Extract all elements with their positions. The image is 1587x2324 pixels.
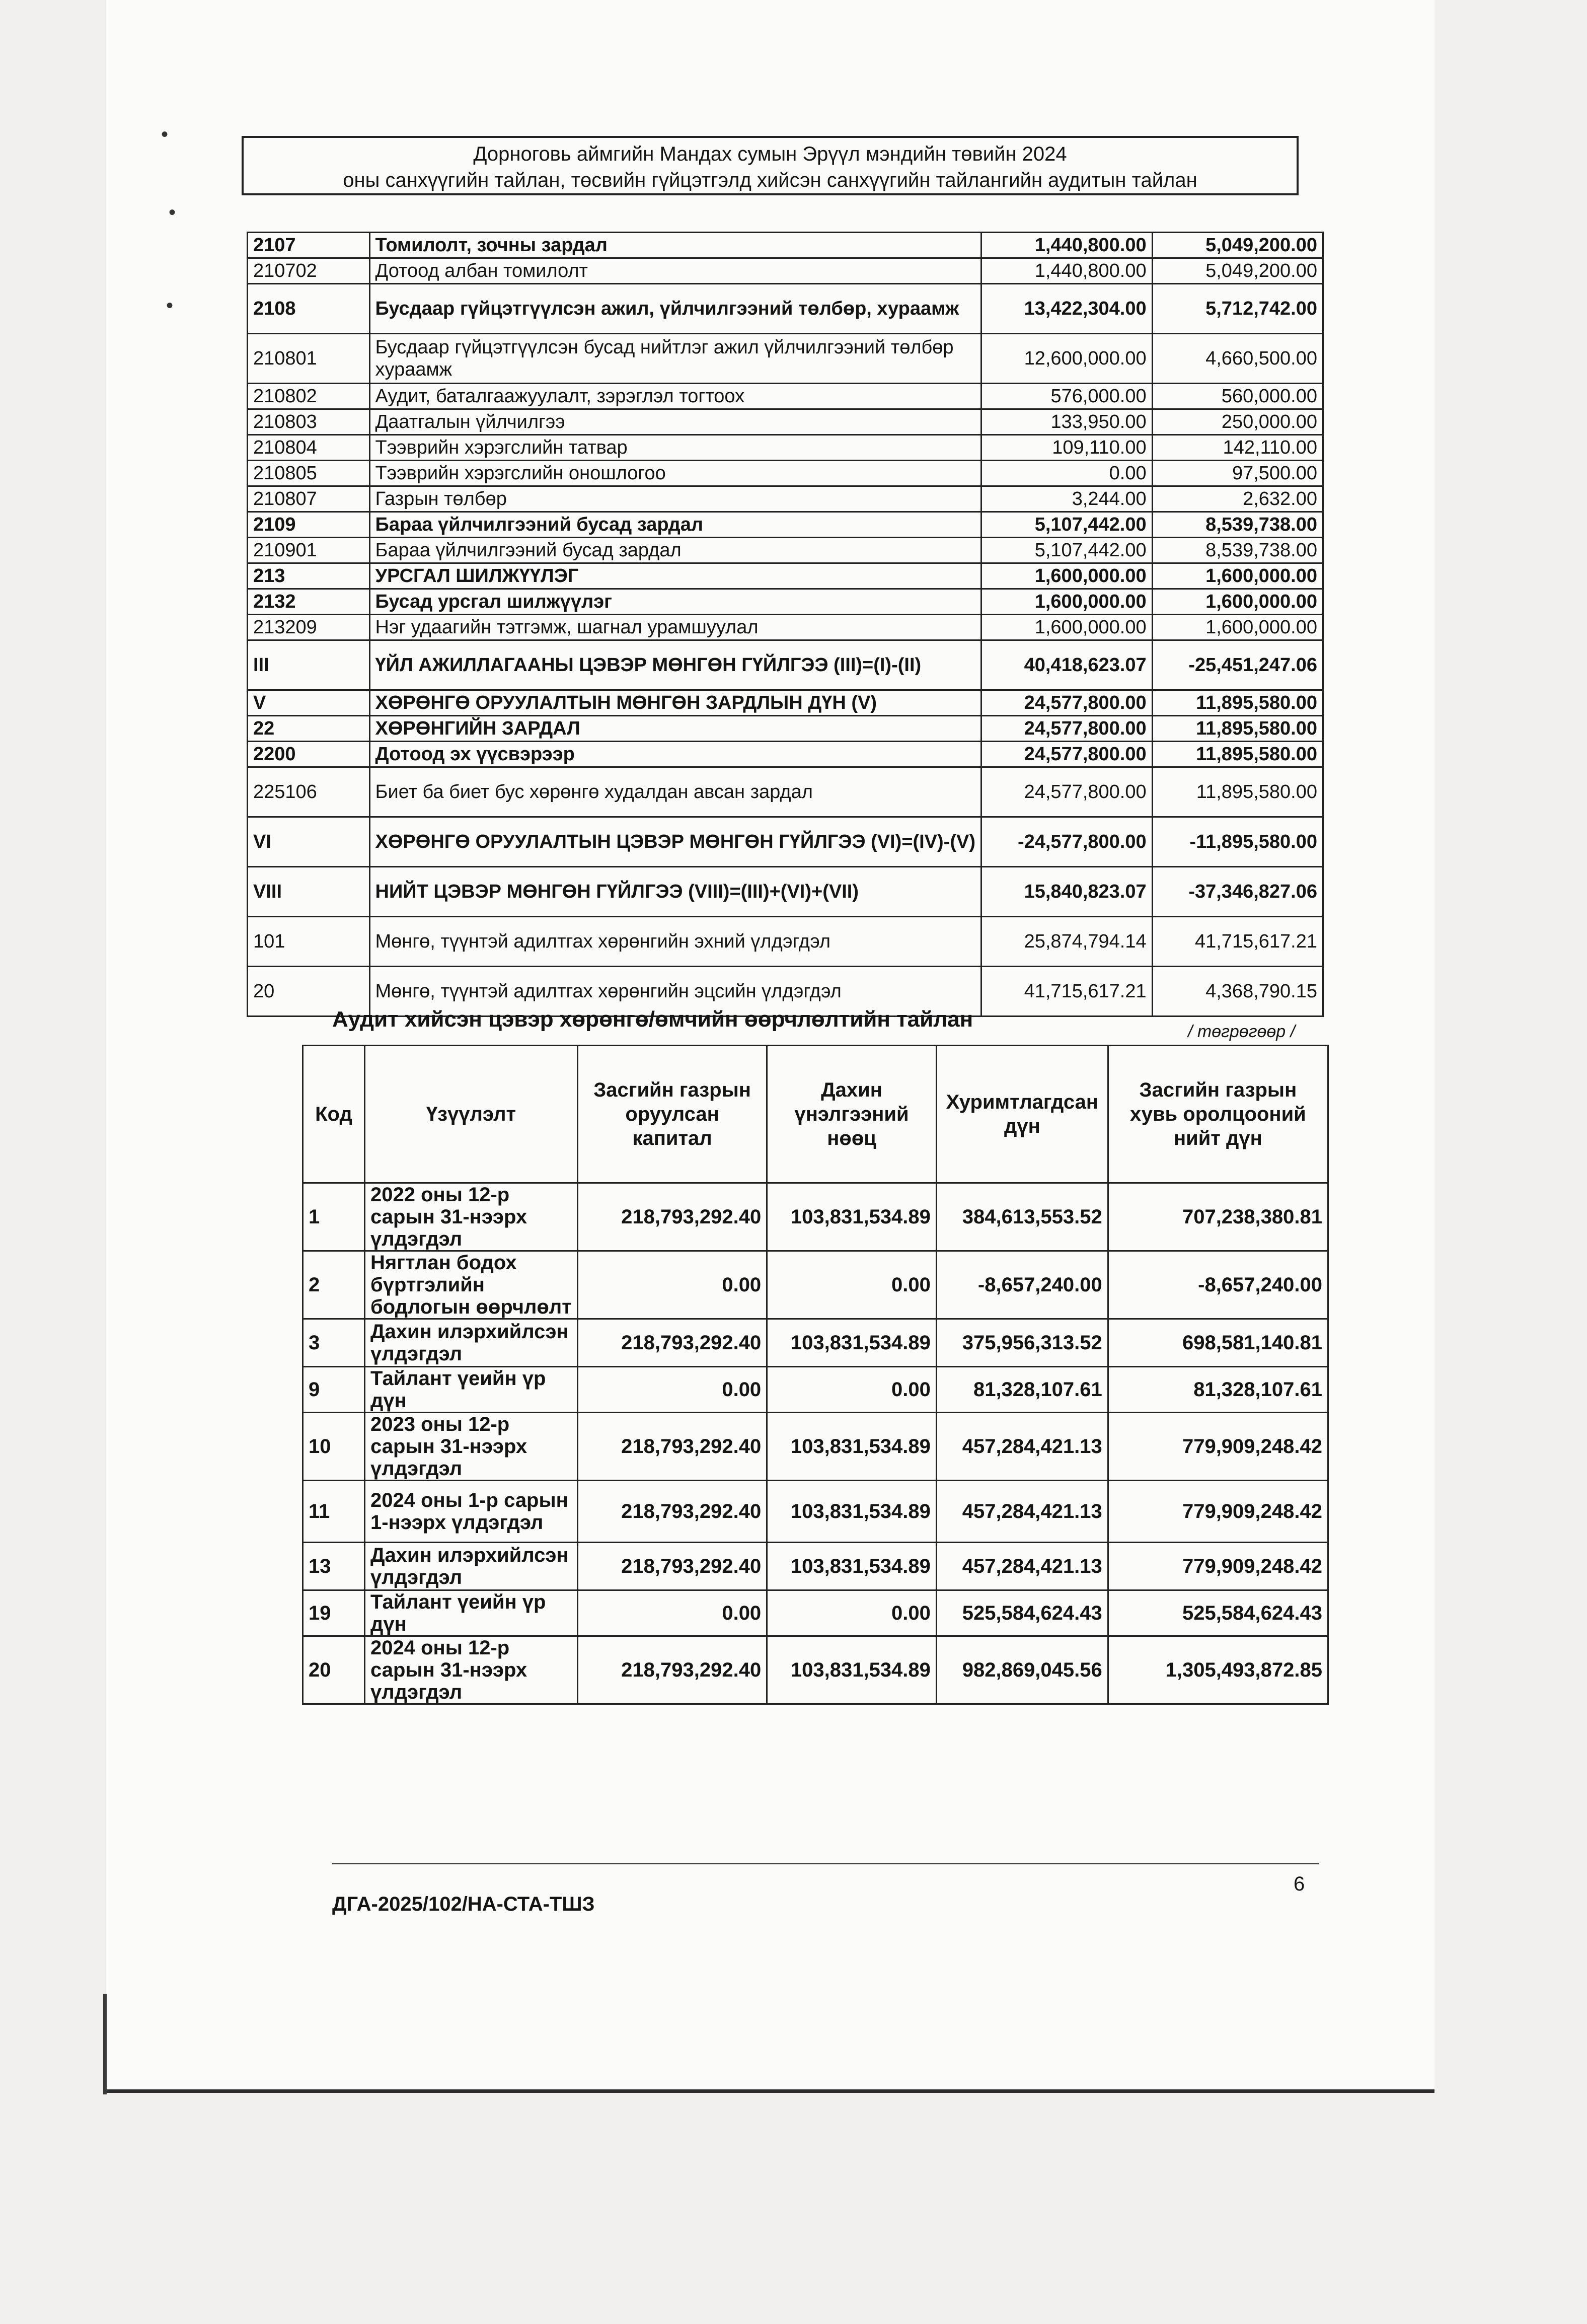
cashflow-cell-code: V <box>248 690 370 716</box>
equity-cell-c1: 0.00 <box>578 1590 767 1636</box>
cashflow-cell-a: 40,418,623.07 <box>981 640 1152 690</box>
document-code: ДГА-2025/102/НА-СТА-ТШЗ <box>332 1893 595 1915</box>
cashflow-cell-a: 24,577,800.00 <box>981 690 1152 716</box>
page-number: 6 <box>1294 1873 1305 1895</box>
cashflow-row <box>248 435 1323 461</box>
cashflow-row <box>248 486 1323 512</box>
cashflow-row <box>248 563 1323 589</box>
cashflow-cell-b: 1,600,000.00 <box>1152 589 1323 615</box>
equity-cell-c2: 103,831,534.89 <box>767 1319 937 1367</box>
equity-cell-c4: 1,305,493,872.85 <box>1108 1636 1328 1704</box>
margin-mark: • <box>169 201 176 224</box>
equity-header-cell: Үзүүлэлт <box>365 1046 578 1183</box>
cashflow-cell-code: 210702 <box>248 258 370 284</box>
equity-cell-c2: 0.00 <box>767 1590 937 1636</box>
equity-cell-desc: 2023 оны 12-р сарын 31-нээрх үлдэгдэл <box>365 1413 578 1481</box>
cashflow-cell-code: 2108 <box>248 284 370 334</box>
equity-cell-desc: Дахин илэрхийлсэн үлдэгдэл <box>365 1319 578 1367</box>
cashflow-cell-a: 1,600,000.00 <box>981 563 1152 589</box>
equity-header-cell: Засгийн газрын хувь оролцооний нийт дүн <box>1108 1046 1328 1183</box>
cashflow-cell-b: 142,110.00 <box>1152 435 1323 461</box>
equity-cell-code: 3 <box>303 1319 365 1367</box>
cashflow-cell-a: 15,840,823.07 <box>981 867 1152 917</box>
cashflow-cell-a: -24,577,800.00 <box>981 817 1152 867</box>
cashflow-cell-b: 11,895,580.00 <box>1152 716 1323 742</box>
equity-cell-desc: Нягтлан бодох бүртгэлийн бодлогын өөрчлөлт <box>365 1251 578 1319</box>
equity-table <box>302 1045 1329 1705</box>
cashflow-row <box>248 538 1323 563</box>
cashflow-cell-b: 1,600,000.00 <box>1152 563 1323 589</box>
cashflow-cell-a: 576,000.00 <box>981 384 1152 409</box>
equity-header-cell: Код <box>303 1046 365 1183</box>
cashflow-cell-code: 22 <box>248 716 370 742</box>
equity-cell-c4: 779,909,248.42 <box>1108 1543 1328 1590</box>
cashflow-cell-a: 0.00 <box>981 461 1152 486</box>
equity-row <box>303 1367 1328 1413</box>
cashflow-cell-b: 11,895,580.00 <box>1152 767 1323 817</box>
cashflow-row <box>248 233 1323 258</box>
equity-cell-code: 9 <box>303 1367 365 1413</box>
cashflow-row <box>248 589 1323 615</box>
cashflow-row <box>248 334 1323 384</box>
cashflow-cell-desc: УРСГАЛ ШИЛЖҮҮЛЭГ <box>369 563 981 589</box>
cashflow-cell-desc: Мөнгө, түүнтэй адилтгах хөрөнгийн эцсийн үлдэгдэл <box>369 967 981 1016</box>
equity-cell-c4: -8,657,240.00 <box>1108 1251 1328 1319</box>
cashflow-cell-a: 1,600,000.00 <box>981 589 1152 615</box>
equity-cell-desc: Тайлант үеийн үр дүн <box>365 1590 578 1636</box>
cashflow-cell-a: 5,107,442.00 <box>981 538 1152 563</box>
cashflow-cell-code: 2200 <box>248 742 370 767</box>
cashflow-cell-desc: Мөнгө, түүнтэй адилтгах хөрөнгийн эхний үлдэгдэл <box>369 917 981 967</box>
equity-header-cell: Дахин үнэлгээний нөөц <box>767 1046 937 1183</box>
equity-row <box>303 1481 1328 1543</box>
cashflow-row <box>248 867 1323 917</box>
cashflow-cell-a: 24,577,800.00 <box>981 767 1152 817</box>
cashflow-cell-desc: Бараа үйлчилгээний бусад зардал <box>369 512 981 538</box>
equity-cell-c1: 218,793,292.40 <box>578 1183 767 1251</box>
equity-cell-c1: 218,793,292.40 <box>578 1413 767 1481</box>
cashflow-row <box>248 690 1323 716</box>
equity-cell-c4: 81,328,107.61 <box>1108 1367 1328 1413</box>
header-line-1: Дорноговь аймгийн Мандах сумын Эрүүл мэндийн төвийн 2024 <box>473 143 1067 165</box>
cashflow-cell-desc: ХӨРӨНГӨ ОРУУЛАЛТЫН МӨНГӨН ЗАРДЛЫН ДҮН (V) <box>369 690 981 716</box>
equity-cell-desc: 2024 оны 1-р сарын 1-нээрх үлдэгдэл <box>365 1481 578 1543</box>
cashflow-row <box>248 640 1323 690</box>
cashflow-cell-code: 210801 <box>248 334 370 384</box>
equity-row <box>303 1183 1328 1251</box>
cashflow-cell-b: -11,895,580.00 <box>1152 817 1323 867</box>
cashflow-cell-code: 213 <box>248 563 370 589</box>
equity-cell-c4: 525,584,624.43 <box>1108 1590 1328 1636</box>
equity-cell-c2: 103,831,534.89 <box>767 1636 937 1704</box>
cashflow-cell-desc: Нэг удаагийн тэтгэмж, шагнал урамшуулал <box>369 615 981 640</box>
cashflow-row <box>248 384 1323 409</box>
cashflow-cell-code: 2109 <box>248 512 370 538</box>
cashflow-cell-b: 4,368,790.15 <box>1152 967 1323 1016</box>
equity-cell-c2: 103,831,534.89 <box>767 1413 937 1481</box>
equity-row <box>303 1543 1328 1590</box>
cashflow-cell-b: 41,715,617.21 <box>1152 917 1323 967</box>
cashflow-cell-a: 13,422,304.00 <box>981 284 1152 334</box>
cashflow-cell-b: 4,660,500.00 <box>1152 334 1323 384</box>
cashflow-cell-b: 97,500.00 <box>1152 461 1323 486</box>
equity-cell-code: 2 <box>303 1251 365 1319</box>
cashflow-cell-a: 12,600,000.00 <box>981 334 1152 384</box>
equity-cell-desc: Дахин илэрхийлсэн үлдэгдэл <box>365 1543 578 1590</box>
equity-cell-c1: 218,793,292.40 <box>578 1636 767 1704</box>
cashflow-cell-code: 101 <box>248 917 370 967</box>
equity-section-title: Аудит хийсэн цэвэр хөрөнгө/өмчийн өөрчлөлтийн тайлан <box>332 1007 973 1032</box>
cashflow-cell-desc: Бусдаар гүйцэтгүүлсэн бусад нийтлэг ажил үйлчилгээний төлбөр хураамж <box>369 334 981 384</box>
equity-cell-code: 13 <box>303 1543 365 1590</box>
equity-cell-c4: 779,909,248.42 <box>1108 1413 1328 1481</box>
equity-cell-code: 19 <box>303 1590 365 1636</box>
cashflow-table <box>247 232 1324 1017</box>
cashflow-cell-code: VIII <box>248 867 370 917</box>
cashflow-cell-b: -25,451,247.06 <box>1152 640 1323 690</box>
equity-cell-c4: 779,909,248.42 <box>1108 1481 1328 1543</box>
page-edge <box>103 1994 107 2094</box>
cashflow-cell-desc: ҮЙЛ АЖИЛЛАГААНЫ ЦЭВЭР МӨНГӨН ГҮЙЛГЭЭ (III)=(I)-(II) <box>369 640 981 690</box>
cashflow-cell-desc: ХӨРӨНГИЙН ЗАРДАЛ <box>369 716 981 742</box>
cashflow-cell-desc: Газрын төлбөр <box>369 486 981 512</box>
equity-cell-c4: 698,581,140.81 <box>1108 1319 1328 1367</box>
equity-cell-code: 11 <box>303 1481 365 1543</box>
cashflow-cell-desc: Бусад урсгал шилжүүлэг <box>369 589 981 615</box>
cashflow-row <box>248 512 1323 538</box>
equity-cell-code: 10 <box>303 1413 365 1481</box>
cashflow-row <box>248 258 1323 284</box>
cashflow-cell-b: 5,049,200.00 <box>1152 258 1323 284</box>
equity-row <box>303 1636 1328 1704</box>
cashflow-cell-code: 20 <box>248 967 370 1016</box>
equity-cell-desc: 2024 оны 12-р сарын 31-нээрх үлдэгдэл <box>365 1636 578 1704</box>
equity-header-cell: Засгийн газрын оруулсан капитал <box>578 1046 767 1183</box>
cashflow-cell-b: 5,049,200.00 <box>1152 233 1323 258</box>
cashflow-cell-desc: Бараа үйлчилгээний бусад зардал <box>369 538 981 563</box>
cashflow-cell-code: 2132 <box>248 589 370 615</box>
cashflow-cell-b: 5,712,742.00 <box>1152 284 1323 334</box>
equity-cell-desc: Тайлант үеийн үр дүн <box>365 1367 578 1413</box>
cashflow-cell-b: 1,600,000.00 <box>1152 615 1323 640</box>
cashflow-cell-desc: НИЙТ ЦЭВЭР МӨНГӨН ГҮЙЛГЭЭ (VIII)=(III)+(VI)+(VII) <box>369 867 981 917</box>
cashflow-cell-b: -37,346,827.06 <box>1152 867 1323 917</box>
equity-cell-c2: 103,831,534.89 <box>767 1543 937 1590</box>
equity-row <box>303 1319 1328 1367</box>
equity-cell-c1: 218,793,292.40 <box>578 1543 767 1590</box>
cashflow-row <box>248 817 1323 867</box>
cashflow-cell-a: 109,110.00 <box>981 435 1152 461</box>
equity-cell-c1: 218,793,292.40 <box>578 1481 767 1543</box>
cashflow-cell-b: 8,539,738.00 <box>1152 512 1323 538</box>
equity-row <box>303 1590 1328 1636</box>
equity-cell-c3: 384,613,553.52 <box>936 1183 1108 1251</box>
cashflow-row <box>248 767 1323 817</box>
cashflow-row <box>248 409 1323 435</box>
cashflow-row <box>248 917 1323 967</box>
equity-header-cell: Хуримтлагдсан дүн <box>936 1046 1108 1183</box>
cashflow-cell-desc: Дотоод албан томилолт <box>369 258 981 284</box>
cashflow-cell-b: 8,539,738.00 <box>1152 538 1323 563</box>
equity-cell-c2: 0.00 <box>767 1367 937 1413</box>
report-header <box>242 136 1299 195</box>
cashflow-cell-b: 11,895,580.00 <box>1152 742 1323 767</box>
cashflow-cell-code: VI <box>248 817 370 867</box>
cashflow-row <box>248 716 1323 742</box>
equity-cell-code: 1 <box>303 1183 365 1251</box>
equity-cell-c2: 103,831,534.89 <box>767 1183 937 1251</box>
cashflow-cell-code: 213209 <box>248 615 370 640</box>
equity-cell-c1: 0.00 <box>578 1367 767 1413</box>
cashflow-cell-code: 210901 <box>248 538 370 563</box>
equity-cell-c4: 707,238,380.81 <box>1108 1183 1328 1251</box>
cashflow-cell-desc: Дотоод эх үүсвэрээр <box>369 742 981 767</box>
cashflow-cell-a: 1,440,800.00 <box>981 233 1152 258</box>
cashflow-cell-a: 25,874,794.14 <box>981 917 1152 967</box>
equity-cell-c2: 0.00 <box>767 1251 937 1319</box>
equity-cell-desc: 2022 оны 12-р сарын 31-нээрх үлдэгдэл <box>365 1183 578 1251</box>
cashflow-cell-code: 2107 <box>248 233 370 258</box>
cashflow-cell-a: 5,107,442.00 <box>981 512 1152 538</box>
cashflow-cell-desc: Тээврийн хэрэгслийн оношлогоо <box>369 461 981 486</box>
equity-cell-c3: 81,328,107.61 <box>936 1367 1108 1413</box>
cashflow-cell-desc: Биет ба биет бус хөрөнгө худалдан авсан зардал <box>369 767 981 817</box>
cashflow-cell-code: 210807 <box>248 486 370 512</box>
cashflow-cell-code: 210805 <box>248 461 370 486</box>
margin-mark: • <box>161 123 169 146</box>
cashflow-row <box>248 461 1323 486</box>
cashflow-cell-b: 2,632.00 <box>1152 486 1323 512</box>
cashflow-cell-a: 24,577,800.00 <box>981 716 1152 742</box>
equity-cell-c3: 457,284,421.13 <box>936 1413 1108 1481</box>
cashflow-cell-desc: ХӨРӨНГӨ ОРУУЛАЛТЫН ЦЭВЭР МӨНГӨН ГҮЙЛГЭЭ (VI)=(IV)-(V) <box>369 817 981 867</box>
equity-cell-c3: 375,956,313.52 <box>936 1319 1108 1367</box>
header-line-2: оны санхүүгийн тайлан, төсвийн гүйцэтгэлд хийсэн санхүүгийн тайлангийн аудитын тайлан <box>343 169 1197 191</box>
cashflow-cell-desc: Томилолт, зочны зардал <box>369 233 981 258</box>
cashflow-cell-a: 24,577,800.00 <box>981 742 1152 767</box>
cashflow-cell-code: 210804 <box>248 435 370 461</box>
cashflow-cell-code: 210803 <box>248 409 370 435</box>
unit-label: / төгрөгөөр / <box>1188 1022 1296 1041</box>
cashflow-cell-a: 41,715,617.21 <box>981 967 1152 1016</box>
equity-cell-code: 20 <box>303 1636 365 1704</box>
cashflow-cell-desc: Даатгалын үйлчилгээ <box>369 409 981 435</box>
cashflow-cell-a: 133,950.00 <box>981 409 1152 435</box>
equity-cell-c1: 0.00 <box>578 1251 767 1319</box>
cashflow-row <box>248 284 1323 334</box>
equity-cell-c3: 457,284,421.13 <box>936 1481 1108 1543</box>
cashflow-cell-a: 1,440,800.00 <box>981 258 1152 284</box>
equity-cell-c3: -8,657,240.00 <box>936 1251 1108 1319</box>
cashflow-row <box>248 742 1323 767</box>
margin-mark: • <box>166 295 174 317</box>
cashflow-cell-a: 1,600,000.00 <box>981 615 1152 640</box>
cashflow-cell-code: 225106 <box>248 767 370 817</box>
cashflow-cell-b: 560,000.00 <box>1152 384 1323 409</box>
cashflow-cell-desc: Аудит, баталгаажуулалт, зэрэглэл тогтоох <box>369 384 981 409</box>
cashflow-cell-desc: Бусдаар гүйцэтгүүлсэн ажил, үйлчилгээний төлбөр, хураамж <box>369 284 981 334</box>
equity-cell-c3: 525,584,624.43 <box>936 1590 1108 1636</box>
footer-divider <box>332 1863 1319 1864</box>
equity-cell-c3: 457,284,421.13 <box>936 1543 1108 1590</box>
cashflow-row <box>248 615 1323 640</box>
cashflow-cell-b: 11,895,580.00 <box>1152 690 1323 716</box>
equity-cell-c1: 218,793,292.40 <box>578 1319 767 1367</box>
equity-cell-c2: 103,831,534.89 <box>767 1481 937 1543</box>
equity-row <box>303 1251 1328 1319</box>
cashflow-cell-code: III <box>248 640 370 690</box>
cashflow-cell-desc: Тээврийн хэрэгслийн татвар <box>369 435 981 461</box>
cashflow-cell-code: 210802 <box>248 384 370 409</box>
cashflow-cell-a: 3,244.00 <box>981 486 1152 512</box>
cashflow-cell-b: 250,000.00 <box>1152 409 1323 435</box>
equity-cell-c3: 982,869,045.56 <box>936 1636 1108 1704</box>
equity-row <box>303 1413 1328 1481</box>
